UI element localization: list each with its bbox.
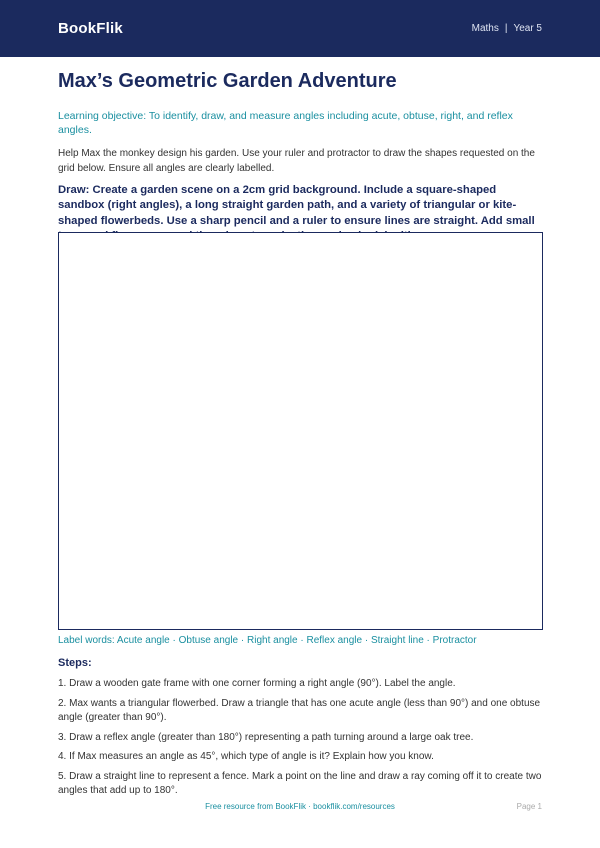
drawing-area[interactable] (58, 232, 543, 630)
header-bar (0, 0, 600, 57)
brand-logo[interactable]: BookFlik (58, 20, 123, 37)
page-title: Max’s Geometric Garden Adventure (58, 70, 397, 92)
footer (0, 802, 600, 816)
steps-section (58, 657, 542, 804)
intro-text: Help Max the monkey design his garden. Use your ruler and protractor to draw the shapes requested on the grid below. Ensure all angles are clearly labelled. (58, 148, 535, 174)
label-words: Label words: Acute angle · Obtuse angle · Right angle · Reflex angle · Straight line · Protractor (58, 635, 477, 646)
page-number: Page 1 (516, 802, 542, 811)
meta-separator: | (504, 23, 508, 34)
footer-credit-link[interactable]: Free resource from BookFlik · bookflik.com/resources (205, 802, 395, 811)
draw-prompt: Draw: Create a garden scene on a 2cm grid background. Include a square-shaped sandbox (right angles), a long straight garden path, and a variety of triangular or kite-shaped flowerbeds. Use a sharp pencil and a ruler to ensure lines are straight. Add small (58, 184, 535, 227)
step-item: 3. Draw a reflex angle (greater than 180°) representing a path turning around a large oak tree. (58, 731, 474, 743)
steps-title: Steps: (58, 657, 92, 669)
subject-meta (472, 23, 542, 34)
year-label: Year 5 (513, 23, 542, 34)
step-item: 1. Draw a wooden gate frame with one corner forming a right angle (90°). Label the angle. (58, 678, 456, 689)
worksheet-content (58, 57, 542, 244)
step-item: 4. If Max measures an angle as 45°, which type of angle is it? Explain how you know. (58, 751, 434, 762)
step-item: 2. Max wants a triangular flowerbed. Draw a triangle that has one acute angle (less than 90°) and one obtuse angle (greater than 90°). (58, 697, 541, 723)
steps-list (58, 677, 542, 799)
learning-objective: Learning objective: To identify, draw, and measure angles including acute, obtuse, right, and reflex angles. (58, 110, 513, 136)
subject-label: Maths (471, 23, 499, 34)
step-item: 5. Draw a straight line to represent a fence. Mark a point on the line and draw a ray coming off it to create two angles that add up to 180°. (58, 770, 542, 796)
